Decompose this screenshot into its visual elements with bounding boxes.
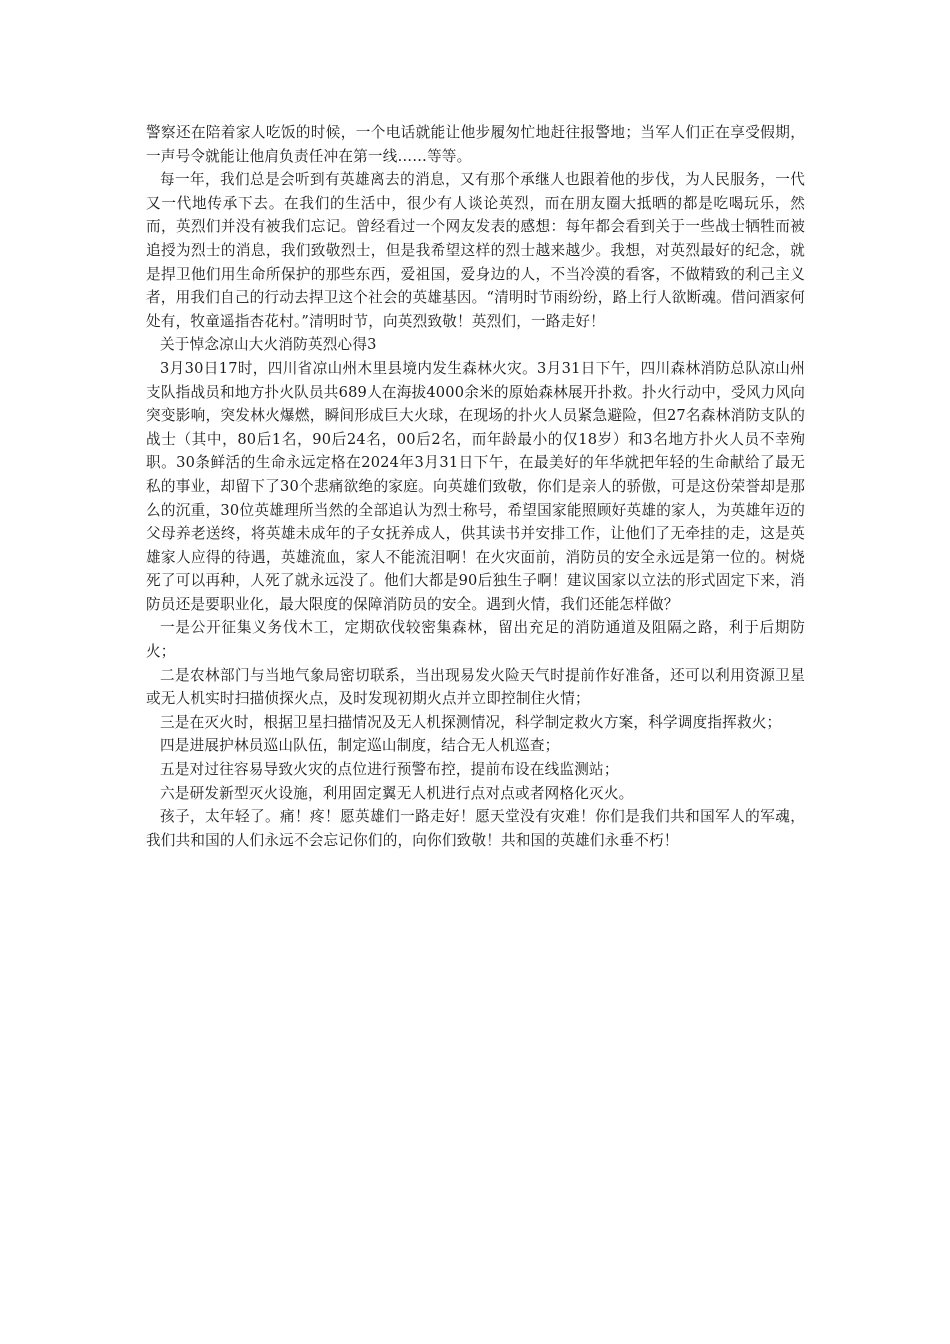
list-item-5: 五是对过往容易导致火灾的点位进行预警布控，提前布设在线监测站； [160,761,619,779]
section-heading: 关于悼念凉山大火消防英烈心得3 [160,336,377,354]
list-item-2: 二是农林部门与当地气象局密切联系，当出现易发火险天气时提前作好准备，还可以利用资源卫星或无人机实时扫描侦探火点，及时发现初期火点并立即控制住火情； [146,666,805,708]
list-item-3: 三是在灭火时，根据卫星扫描情况及无人机探测情况，科学制定救火方案，科学调度指挥救火； [160,713,782,731]
list-item-4: 四是进展护林员巡山队伍，制定巡山制度，结合无人机巡查； [160,737,560,755]
paragraph-2: 每一年，我们总是会听到有英雄离去的消息，又有那个承继人也跟着他的步伐，为人民服务，一代又一代地传承下去。在我们的生活中，很少有人谈论英烈，而在朋友圈大抵晒的都是吃喝玩乐，然而，英烈们并没有被我们忘记。曾经看过一个网友发表的感想：每年都会看到关于一些战士牺牲而被追授为烈士的消息，我们致敬烈士，但是我希望这样的烈士越来越少。我想，对英烈最好的纪念，就是捍卫他们用生命所保护的那些东西，爱祖国，爱身边的人，不当冷漠的看客，不做精致的利己主义者，用我们自己的行动去捍卫这个社会的英雄基因。“清明时节雨纷纷，路上行人欲断魂。借问酒家何处有，牧童遥指杏花村。”清明时节，向英烈致敬！英烈们，一路走好！ [146,171,805,330]
list-item-1: 一是公开征集义务伐木工，定期砍伐较密集森林，留出充足的消防通道及阻隔之路，利于后期防火； [146,619,805,661]
paragraph-3: 3月30日17时，四川省凉山州木里县境内发生森林火灾。3月31日下午，四川森林消防总队凉山州支队指战员和地方扑火队员共689人在海拔4000余米的原始森林展开扑救。扑火行动中，受风力风向突变影响，突发林火爆燃，瞬间形成巨大火球，在现场的扑火人员紧急避险，但27名森林消防支队的战士（其中，80后1名，90后24名，00后2名，而年龄最小的仅18岁）和3名地方扑火人员不幸殉职。30条鲜活的生命永远定格在2024年3月31日下午，在最美好的年华就把年轻的生命献给了最无私的事业，却留下了30个悲痛欲绝的家庭。向英雄们致敬，你们是亲人的骄傲，可是这份荣誉却是那么的沉重，30位英雄理所当然的全部追认为烈士称号，希望国家能照顾好英雄的家人，为英雄年迈的父母养老送终，将英雄未成年的子女抚养成人，供其读书并安排工作，让他们了无牵挂的走，这是英雄家人应得的待遇，英雄流血，家人不能流泪啊！在火灾面前，消防员的安全永远是第一位的。树烧死了可以再种，人死了就永远没了。他们大都是90后独生子啊！建议国家以立法的形式固定下来，消防员还是要职业化，最大限度的保障消防员的安全。遇到火情，我们还能怎样做？ [146,359,805,613]
document-body [146,121,805,852]
paragraph-closing: 孩子，太年轻了。痛！疼！愿英雄们一路走好！愿天堂没有灾难！你们是我们共和国军人的军魂，我们共和国的人们永远不会忘记你们的，向你们致敬！共和国的英雄们永垂不朽！ [146,808,805,849]
paragraph-1: 警察还在陪着家人吃饭的时候，一个电话就能让他步履匆忙地赶往报警地；当军人们正在享受假期，一声号令就能让他肩负责任冲在第一线……等等。 [146,124,805,165]
list-item-6: 六是研发新型灭火设施，利用固定翼无人机进行点对点或者网格化灭火。 [160,784,634,802]
